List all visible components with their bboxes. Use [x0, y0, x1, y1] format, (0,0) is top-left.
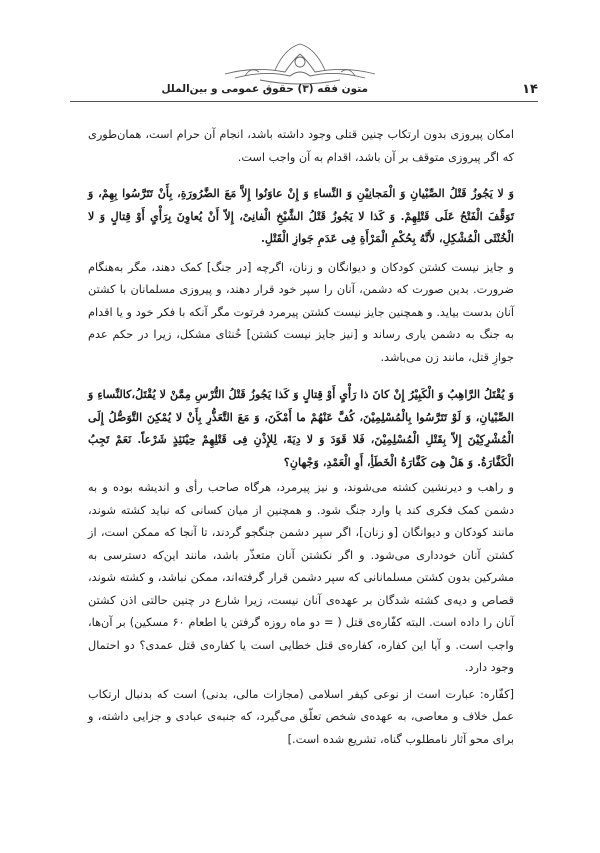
page-body	[88, 124, 514, 751]
paragraph-intro: امکان پیروزی بدون ارتکاب چنین قتلی وجود داشته باشد، انجام آن حرام است، همان‌طوری که اگر پیروزی متوقف بر آن باشد، اقدام به آن واجب است.	[88, 128, 514, 164]
arabic-text-2: وَ یُقْتَلُ الرَّاهِبُ وَ الْكَبِیْرُ إِنْ كانَ ذا رَأْیٍ أَوْ قِتالٍ وَ كَذا یَجُوزُ قَتْلُ التُّرْسِ مِمَّنْ لا یُقْتَلُ،كالنِّساءِ وَ الصِّبْیانِ، وَ لَوْ تَتَرَّسُوا بِالْمُسْلِمِیْنَ، كُفَّ عَنْهُمْ ما أَمْكَنَ، وَ مَعَ التَّعَذُّرِ بِأَنْ لا یُمْكِنَ التَّوَصُّلُ إِلَى الْمُشْرِكِیْنَ إِلاّ بِقَتْلِ الْمُسْلِمِیْنَ، فَلا قَوَدَ وَ لا دِیَةَ، لِلإِذْنِ فِی قَتْلِهِمْ حِیْنَئِذٍ شَرْعاً. نَعَمْ تَجِبُ الْكَفَّارَةُ. وَ هَلْ هِیَ كَفَّارَةُ الْخَطَأِ، أَوِ الْعَمْدِ، وَجْهانِ؟	[88, 387, 514, 469]
page-header	[70, 82, 538, 102]
translation-1: و جایز نیست کشتن کودکان و دیوانگان و زنان، اگرچه [در جنگ] کمک دهند، مگر به‌هنگام ضرورت. بدین صورت که دشمن، آنان را سپر خود قرار دهند، و پیروزی مسلمانان با کشتن آنان بدست بیاید. و همچنین جایز نیست کشتن پیرمرد فرتوت مگر آنکه با فکر خود و یا اقدام به جنگ به دشمن یاری رساند و [نیز جایز نیست کشتن] خُنثای مشکل، زیرا در حکم عدم جوازِ قتل، مانند زن می‌باشد.	[88, 260, 514, 364]
kaffara-note: [کفّاره: عبارت است از نوعی کیفر اسلامی (مجازات مالی، بدنی) است که بدنبال ارتکاب عمل خلاف و معاصی، به عهده‌ی شخص تعلّق می‌گیرد، که جنبه‌ی عبادی و جزایی داشته، و برای محو آثار نامطلوب گناه، تشریع شده است.]	[88, 687, 514, 746]
translation-2: و راهب و دیرنشین کشته می‌شوند، و نیز پیرمرد، هرگاه صاحب رأی و اندیشه بوده و به دشمن کمک فکری کند یا وارد جنگ شود. و همچنین از میان کسانی که نباید کشته شوند، مانند کودکان و دیوانگان [و زنان]، اگر سپر دشمن جنگجو گردند، تا آنجا که ممکن است، از کشتن آنان خودداری می‌شود. و اگر نکشتن آنان متعذّر باشد، مانند این‌که دسترسی به مشرکین بدون کشتن مسلمانانی که سپر دشمن قرار گرفته‌اند، ممکن نباشد، و کشته شوند، قصاص و دیه‌ی کشته شدگان بر عهده‌ی آنان نیست، زیرا شارع در چنین حالتی اذن کشتن آنان را داده است. البته کفّاره‌ی قتل ( = دو ماه روزه گرفتن یا اطعام ۶۰ مسکین) بر آن‌ها، واجب است. و آیا این کفاره، کفاره‌ی قتل خطایی است یا کفاره‌ی قتل عمدی؟ دو احتمال وجود دارد.	[88, 481, 514, 674]
page-number: ۱۴	[522, 82, 538, 97]
header-divider	[70, 101, 538, 102]
running-title: متون فقه (۳) حقوق عمومی و بین‌الملل	[161, 83, 368, 95]
arabic-text-1: وَ لا یَجُوزُ قَتْلُ الصِّبْیانِ وَ الْمَجانِیْنِ وَ النِّساءِ وَ إِنْ عاوَنُوا إِلاَّ مَعَ الضَّرُورَةِ، بِأَنْ تَتَرَّسُوا بِهِمْ، وَ تَوَقَّفَ الْفَتْحُ عَلَى قَتْلِهِمْ. وَ كَذا لا یَجُوزُ قَتْلُ الشَّیْخِ الْفانِیْ، إِلاّ أَنْ یُعاوِنَ بِرَأْیٍ أَوْ قِتالٍ وَ لا الْخُنْثَى الْمُشْكِلِ، لأَنَّهُ بِحُكْمِ الْمَرْأَةِ فِی عَدَمِ جَوازِ الْقَتْلِ.	[88, 186, 514, 245]
